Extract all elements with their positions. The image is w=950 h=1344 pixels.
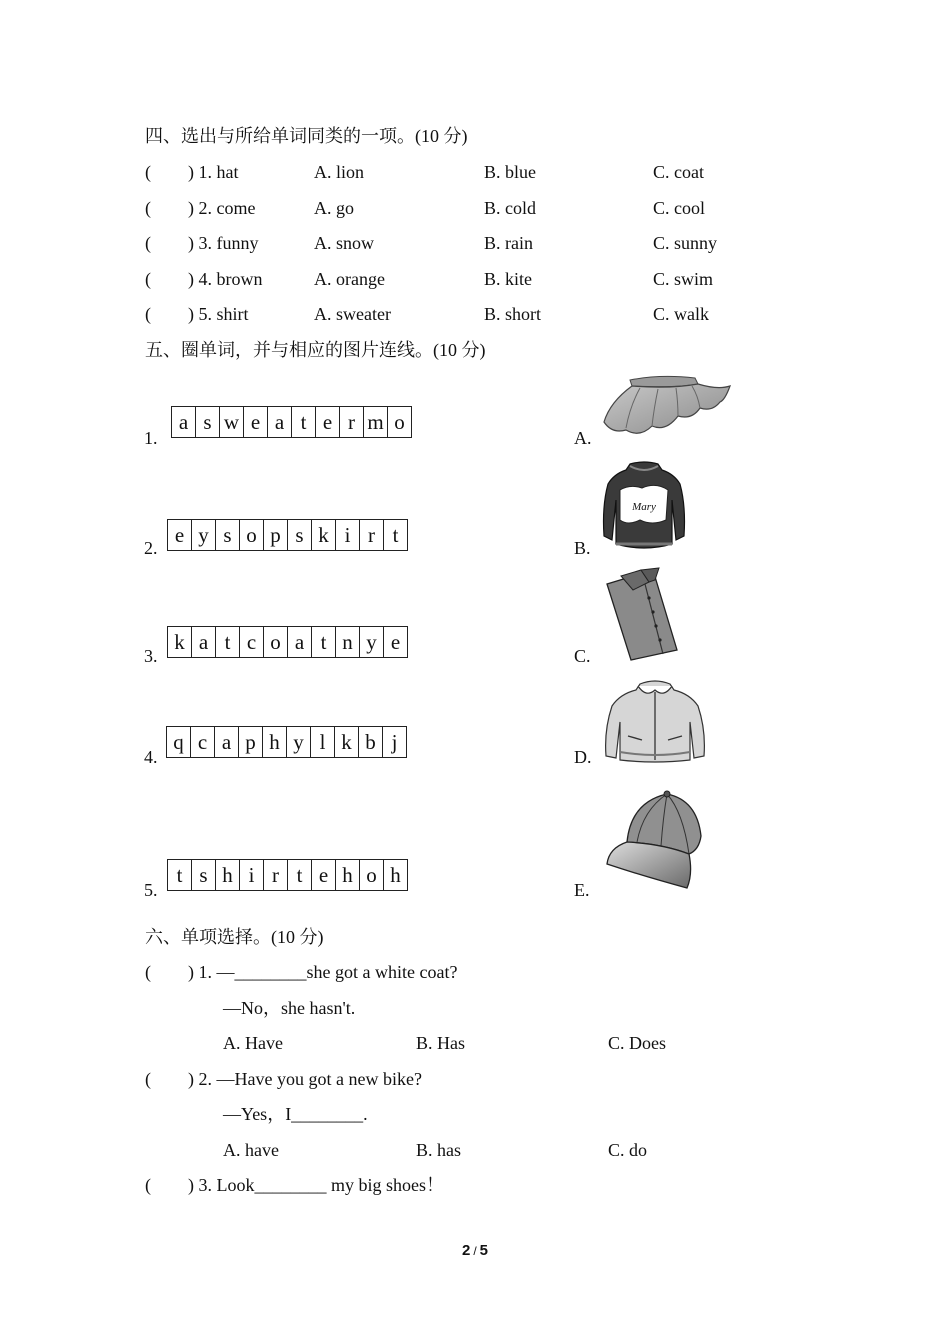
question: ) 5. shirt <box>188 304 249 324</box>
letter-cell[interactable]: s <box>216 520 240 550</box>
letter-cell[interactable]: c <box>240 627 264 657</box>
letter-cell[interactable]: t <box>392 523 399 547</box>
option-a: A. go <box>314 198 354 218</box>
coat-icon[interactable] <box>602 678 708 764</box>
letter-cell[interactable]: j <box>391 730 398 754</box>
letter-cell[interactable]: i <box>336 520 360 550</box>
option-a: A. sweater <box>314 304 391 324</box>
letter-cell[interactable]: o <box>360 860 384 890</box>
option-c: C. do <box>608 1140 648 1160</box>
skirt-icon[interactable] <box>600 372 732 442</box>
answer-blank[interactable]: ( <box>145 198 151 218</box>
letter-cell[interactable]: p <box>264 520 288 550</box>
page-number <box>0 1242 950 1259</box>
letter-cell[interactable]: e <box>390 630 401 654</box>
letter-cell[interactable]: q <box>167 727 191 757</box>
option-a: A. snow <box>314 233 375 253</box>
letter-cell[interactable]: a <box>288 627 312 657</box>
picture-label-b: B. <box>574 538 591 558</box>
option-c: C. swim <box>653 269 714 289</box>
question: ) 4. brown <box>188 269 263 289</box>
letter-grid-2[interactable] <box>167 519 408 551</box>
option-c: C. sunny <box>653 233 718 253</box>
letter-cell[interactable]: t <box>168 860 192 890</box>
letter-cell[interactable]: o <box>264 627 288 657</box>
grid-4-number: 4. <box>144 747 158 767</box>
option-a: A. lion <box>314 162 365 182</box>
letter-cell[interactable]: r <box>264 860 288 890</box>
option-b: B. has <box>416 1140 461 1160</box>
letter-cell[interactable]: r <box>360 520 384 550</box>
letter-cell[interactable]: s <box>196 407 220 437</box>
letter-cell[interactable]: e <box>168 520 192 550</box>
letter-cell[interactable]: w <box>220 407 244 437</box>
letter-cell[interactable]: r <box>340 407 364 437</box>
picture-label-c: C. <box>574 646 591 666</box>
sweater-text: Mary <box>632 501 656 513</box>
option-b: B. cold <box>484 198 536 218</box>
grid-2-number: 2. <box>144 538 158 558</box>
option-a: A. orange <box>314 269 385 289</box>
letter-cell[interactable]: y <box>192 520 216 550</box>
letter-grid-4[interactable] <box>166 726 407 758</box>
grid-5-number: 5. <box>144 880 158 900</box>
option-b: B. Has <box>416 1033 465 1053</box>
picture-label-e: E. <box>574 880 590 900</box>
picture-label-d: D. <box>574 747 592 767</box>
letter-cell[interactable]: k <box>335 727 359 757</box>
sweater-icon[interactable] <box>600 460 688 552</box>
option-c: C. coat <box>653 162 704 182</box>
grid-1-number: 1. <box>144 428 158 448</box>
section6-title: 六、单项选择。(10 分) <box>145 927 324 947</box>
cap-icon[interactable] <box>603 788 703 892</box>
page-separator: / <box>473 1244 477 1258</box>
dialogue-reply: —Yes，I________. <box>223 1104 368 1124</box>
page-total: 5 <box>479 1242 489 1259</box>
letter-cell[interactable]: s <box>288 520 312 550</box>
option-b: B. rain <box>484 233 533 253</box>
letter-cell[interactable]: p <box>239 727 263 757</box>
answer-blank[interactable]: ( <box>145 1069 151 1089</box>
letter-cell[interactable]: t <box>216 627 240 657</box>
letter-cell[interactable]: h <box>390 863 401 887</box>
letter-cell[interactable]: e <box>244 407 268 437</box>
letter-cell[interactable]: k <box>168 627 192 657</box>
page-current: 2 <box>461 1242 471 1259</box>
letter-cell[interactable]: a <box>215 727 239 757</box>
letter-cell[interactable]: e <box>316 407 340 437</box>
letter-cell[interactable]: a <box>172 407 196 437</box>
picture-label-a: A. <box>574 428 592 448</box>
letter-cell[interactable]: l <box>311 727 335 757</box>
letter-grid-5[interactable] <box>167 859 408 891</box>
option-b: B. kite <box>484 269 532 289</box>
letter-cell[interactable]: c <box>191 727 215 757</box>
answer-blank[interactable]: ( <box>145 162 151 182</box>
letter-cell[interactable]: t <box>288 860 312 890</box>
letter-grid-3[interactable] <box>167 626 408 658</box>
letter-cell[interactable]: o <box>394 410 405 434</box>
letter-cell[interactable]: a <box>192 627 216 657</box>
letter-cell[interactable]: m <box>364 407 388 437</box>
answer-blank[interactable]: ( <box>145 1175 151 1195</box>
letter-cell[interactable]: o <box>240 520 264 550</box>
letter-cell[interactable]: b <box>359 727 383 757</box>
question: ) 3. funny <box>188 233 259 253</box>
question-stem: ) 1. —________she got a white coat? <box>188 962 458 982</box>
letter-cell[interactable]: y <box>287 727 311 757</box>
answer-blank[interactable]: ( <box>145 269 151 289</box>
question: ) 1. hat <box>188 162 239 182</box>
letter-cell[interactable]: h <box>263 727 287 757</box>
letter-cell[interactable]: e <box>312 860 336 890</box>
answer-blank[interactable]: ( <box>145 304 151 324</box>
letter-cell[interactable]: h <box>216 860 240 890</box>
letter-cell[interactable]: s <box>192 860 216 890</box>
section5-title: 五、圈单词，并与相应的图片连线。(10 分) <box>145 340 486 360</box>
answer-blank[interactable]: ( <box>145 962 151 982</box>
option-c: C. Does <box>608 1033 666 1053</box>
letter-cell[interactable]: h <box>336 860 360 890</box>
question-stem: ) 3. Look________ my big shoes！ <box>188 1175 444 1195</box>
section4-title: 四、选出与所给单词同类的一项。(10 分) <box>145 126 468 146</box>
letter-cell[interactable]: y <box>360 627 384 657</box>
letter-cell[interactable]: t <box>312 627 336 657</box>
answer-blank[interactable]: ( <box>145 233 151 253</box>
option-b: B. short <box>484 304 542 324</box>
option-a: A. have <box>223 1140 279 1160</box>
option-c: C. cool <box>653 198 705 218</box>
question: ) 2. come <box>188 198 256 218</box>
letter-cell[interactable]: t <box>292 407 316 437</box>
question-stem: ) 2. —Have you got a new bike? <box>188 1069 422 1089</box>
option-a: A. Have <box>223 1033 283 1053</box>
grid-3-number: 3. <box>144 646 158 666</box>
dialogue-reply: —No，she hasn't. <box>223 998 356 1018</box>
option-c: C. walk <box>653 304 709 324</box>
letter-cell[interactable]: i <box>240 860 264 890</box>
letter-cell[interactable]: n <box>336 627 360 657</box>
letter-grid-1[interactable] <box>171 406 412 438</box>
shirt-icon[interactable] <box>603 566 681 662</box>
letter-cell[interactable]: k <box>312 520 336 550</box>
option-b: B. blue <box>484 162 536 182</box>
letter-cell[interactable]: a <box>268 407 292 437</box>
